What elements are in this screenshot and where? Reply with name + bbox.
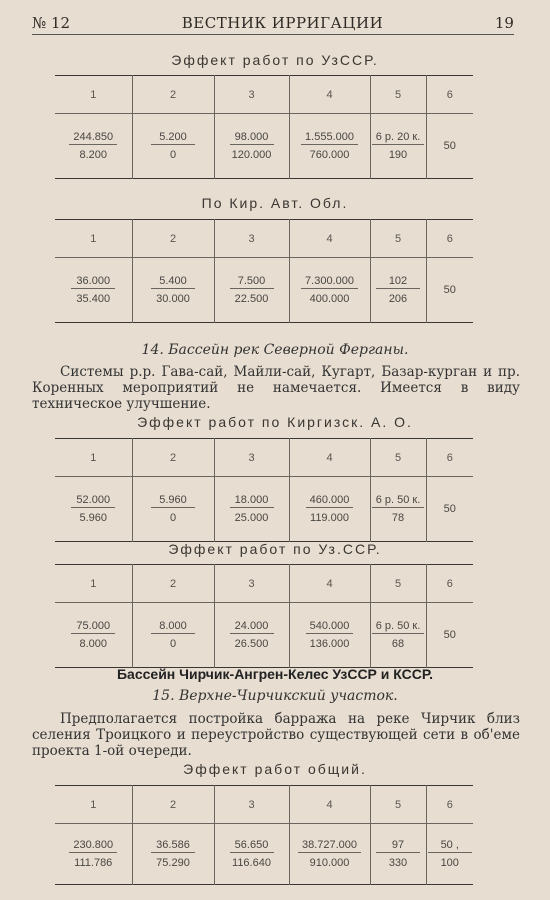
cell-value: 35.400 bbox=[76, 293, 111, 305]
table-cell bbox=[289, 114, 370, 179]
cell-value: 460.000 bbox=[306, 494, 354, 508]
table-cell bbox=[426, 824, 473, 885]
cell-value: 6 р. 20 к. bbox=[372, 131, 425, 145]
section-heading: 15. Верхне-Чирчикский участок. bbox=[152, 688, 398, 704]
table-cell bbox=[214, 477, 289, 542]
cell-value: 910.000 bbox=[309, 857, 350, 869]
col-header: 5 bbox=[370, 786, 426, 824]
cell-value: 97 bbox=[376, 839, 420, 853]
cell-value: 190 bbox=[388, 149, 408, 161]
cell-value: 26.500 bbox=[234, 638, 269, 650]
col-header: 2 bbox=[132, 76, 214, 114]
table-cell bbox=[55, 114, 132, 179]
table-cell bbox=[370, 603, 426, 668]
data-table bbox=[55, 219, 473, 323]
section-heading: 14. Бассейн рек Северной Ферганы. bbox=[141, 342, 409, 358]
col-header: 5 bbox=[370, 220, 426, 258]
col-header: 2 bbox=[132, 439, 214, 477]
table-cell bbox=[132, 603, 214, 668]
table-cell bbox=[132, 824, 214, 885]
cell-value: 1.555.000 bbox=[301, 131, 358, 145]
col-header: 4 bbox=[289, 439, 370, 477]
cell-value: 206 bbox=[388, 293, 408, 305]
cell-value: 540.000 bbox=[306, 620, 354, 634]
cell-value: 7.500 bbox=[230, 275, 274, 289]
col-header: 4 bbox=[289, 565, 370, 603]
cell-value: 98.000 bbox=[230, 131, 274, 145]
col-header: 2 bbox=[132, 565, 214, 603]
table-row bbox=[55, 258, 473, 323]
col-header: 6 bbox=[426, 220, 473, 258]
cell-value: 6 р. 50 к. bbox=[372, 620, 425, 634]
table-header-row bbox=[55, 76, 473, 114]
cell-value: 400.000 bbox=[309, 293, 350, 305]
col-header: 3 bbox=[214, 786, 289, 824]
table-cell bbox=[55, 477, 132, 542]
cell-value: 50 , bbox=[428, 839, 472, 853]
journal-title: ВЕСТНИК ИРРИГАЦИИ bbox=[181, 14, 384, 32]
cell-value: 5.400 bbox=[151, 275, 195, 289]
table-cell bbox=[132, 114, 214, 179]
cell-value: 136.000 bbox=[309, 638, 350, 650]
cell-value: 68 bbox=[391, 638, 405, 650]
col-header: 5 bbox=[370, 439, 426, 477]
col-header: 2 bbox=[132, 786, 214, 824]
section-paragraph: Предполагается постройка барража на реке Чирчик близ селения Троицкого и переустройство существующей сети в об'еме проекта 1-ой очереди. bbox=[32, 711, 520, 759]
cell-value: 5.960 bbox=[79, 512, 108, 524]
col-header: 1 bbox=[55, 439, 132, 477]
col-header: 1 bbox=[55, 220, 132, 258]
col-header: 6 bbox=[426, 76, 473, 114]
cell-value: 5.960 bbox=[151, 494, 195, 508]
cell-value: 102 bbox=[376, 275, 420, 289]
data-table bbox=[55, 564, 473, 668]
cell-value: 56.650 bbox=[230, 839, 274, 853]
cell-value: 0 bbox=[169, 512, 177, 524]
cell-value: 22.500 bbox=[234, 293, 269, 305]
table-cell: 50 bbox=[443, 629, 456, 641]
col-header: 5 bbox=[370, 76, 426, 114]
cell-value: 38.727.000 bbox=[298, 839, 361, 853]
table-row bbox=[55, 477, 473, 542]
page-header bbox=[32, 12, 514, 35]
table-cell bbox=[289, 603, 370, 668]
table-header-row bbox=[55, 220, 473, 258]
col-header: 6 bbox=[426, 786, 473, 824]
table-caption: Эффект работ по Киргизск. А. О. bbox=[137, 414, 413, 430]
col-header: 5 bbox=[370, 565, 426, 603]
table-cell bbox=[214, 258, 289, 323]
data-table bbox=[55, 438, 473, 542]
cell-value: 75.000 bbox=[71, 620, 115, 634]
table-header-row bbox=[55, 439, 473, 477]
cell-value: 6 р. 50 к. bbox=[372, 494, 425, 508]
table-header-row bbox=[55, 565, 473, 603]
cell-value: 8.000 bbox=[151, 620, 195, 634]
table-header-row bbox=[55, 786, 473, 824]
cell-value: 5.200 bbox=[151, 131, 195, 145]
table-row bbox=[55, 603, 473, 668]
col-header: 6 bbox=[426, 565, 473, 603]
col-header: 3 bbox=[214, 76, 289, 114]
data-table bbox=[55, 75, 473, 179]
table-cell: 50 bbox=[443, 140, 456, 152]
table-cell bbox=[55, 258, 132, 323]
page-number-label: № 12 bbox=[32, 14, 71, 32]
table-row bbox=[55, 114, 473, 179]
cell-value: 116.640 bbox=[232, 857, 271, 869]
col-header: 4 bbox=[289, 220, 370, 258]
table-caption: Эффект работ общий. bbox=[183, 761, 367, 777]
table-cell bbox=[55, 603, 132, 668]
cell-value: 8.200 bbox=[79, 149, 108, 161]
table-cell bbox=[132, 477, 214, 542]
table-caption: Эффект работ по УзССР. bbox=[171, 52, 379, 68]
table-caption: Эффект работ по Уз.ССР. bbox=[168, 541, 382, 557]
table-cell: 50 bbox=[443, 284, 456, 296]
cell-value: 25.000 bbox=[234, 512, 269, 524]
col-header: 2 bbox=[132, 220, 214, 258]
cell-value: 30.000 bbox=[156, 293, 190, 305]
cell-value: 111.786 bbox=[74, 857, 113, 869]
table-cell bbox=[370, 258, 426, 323]
page-number: 19 bbox=[494, 14, 514, 32]
cell-value: 100 bbox=[440, 857, 459, 869]
cell-value: 0 bbox=[169, 149, 177, 161]
cell-value: 244.850 bbox=[69, 131, 117, 145]
cell-value: 78 bbox=[391, 512, 405, 524]
table-caption: По Кир. Авт. Обл. bbox=[201, 195, 349, 211]
col-header: 4 bbox=[289, 786, 370, 824]
section-paragraph: Системы р.р. Гава-сай, Майли-сай, Кугарт, Базар-курган и пр. Коренных мероприятий не намечается. Имеется в виду техническое улучшение. bbox=[32, 364, 520, 412]
table-cell: 50 bbox=[443, 503, 456, 515]
col-header: 1 bbox=[55, 786, 132, 824]
table-cell bbox=[289, 477, 370, 542]
cell-value: 18.000 bbox=[230, 494, 274, 508]
table-cell bbox=[370, 824, 426, 885]
col-header: 1 bbox=[55, 76, 132, 114]
cell-value: 52.000 bbox=[71, 494, 115, 508]
cell-value: 0 bbox=[169, 638, 177, 650]
cell-value: 7.300.000 bbox=[301, 275, 358, 289]
table-cell bbox=[132, 258, 214, 323]
table-row bbox=[55, 824, 473, 885]
table-cell bbox=[214, 824, 289, 885]
col-header: 4 bbox=[289, 76, 370, 114]
cell-value: 75.290 bbox=[156, 857, 190, 869]
cell-value: 120.000 bbox=[231, 149, 272, 161]
table-cell bbox=[289, 258, 370, 323]
cell-value: 330 bbox=[388, 857, 408, 869]
table-cell bbox=[370, 114, 426, 179]
cell-value: 36.000 bbox=[71, 275, 115, 289]
cell-value: 230.800 bbox=[69, 839, 117, 853]
cell-value: 36.586 bbox=[151, 839, 195, 853]
col-header: 3 bbox=[214, 565, 289, 603]
cell-value: 8.000 bbox=[79, 638, 108, 650]
cell-value: 119.000 bbox=[310, 512, 349, 524]
basin-heading: Бассейн Чирчик-Ангрен-Келес УзССР и КССР. bbox=[116, 666, 433, 682]
col-header: 3 bbox=[214, 220, 289, 258]
col-header: 1 bbox=[55, 565, 132, 603]
table-cell bbox=[214, 114, 289, 179]
table-cell bbox=[289, 824, 370, 885]
cell-value: 760.000 bbox=[309, 149, 350, 161]
col-header: 6 bbox=[426, 439, 473, 477]
data-table bbox=[55, 785, 473, 885]
col-header: 3 bbox=[214, 439, 289, 477]
table-cell bbox=[214, 603, 289, 668]
table-cell bbox=[370, 477, 426, 542]
table-cell bbox=[55, 824, 132, 885]
cell-value: 24.000 bbox=[230, 620, 274, 634]
